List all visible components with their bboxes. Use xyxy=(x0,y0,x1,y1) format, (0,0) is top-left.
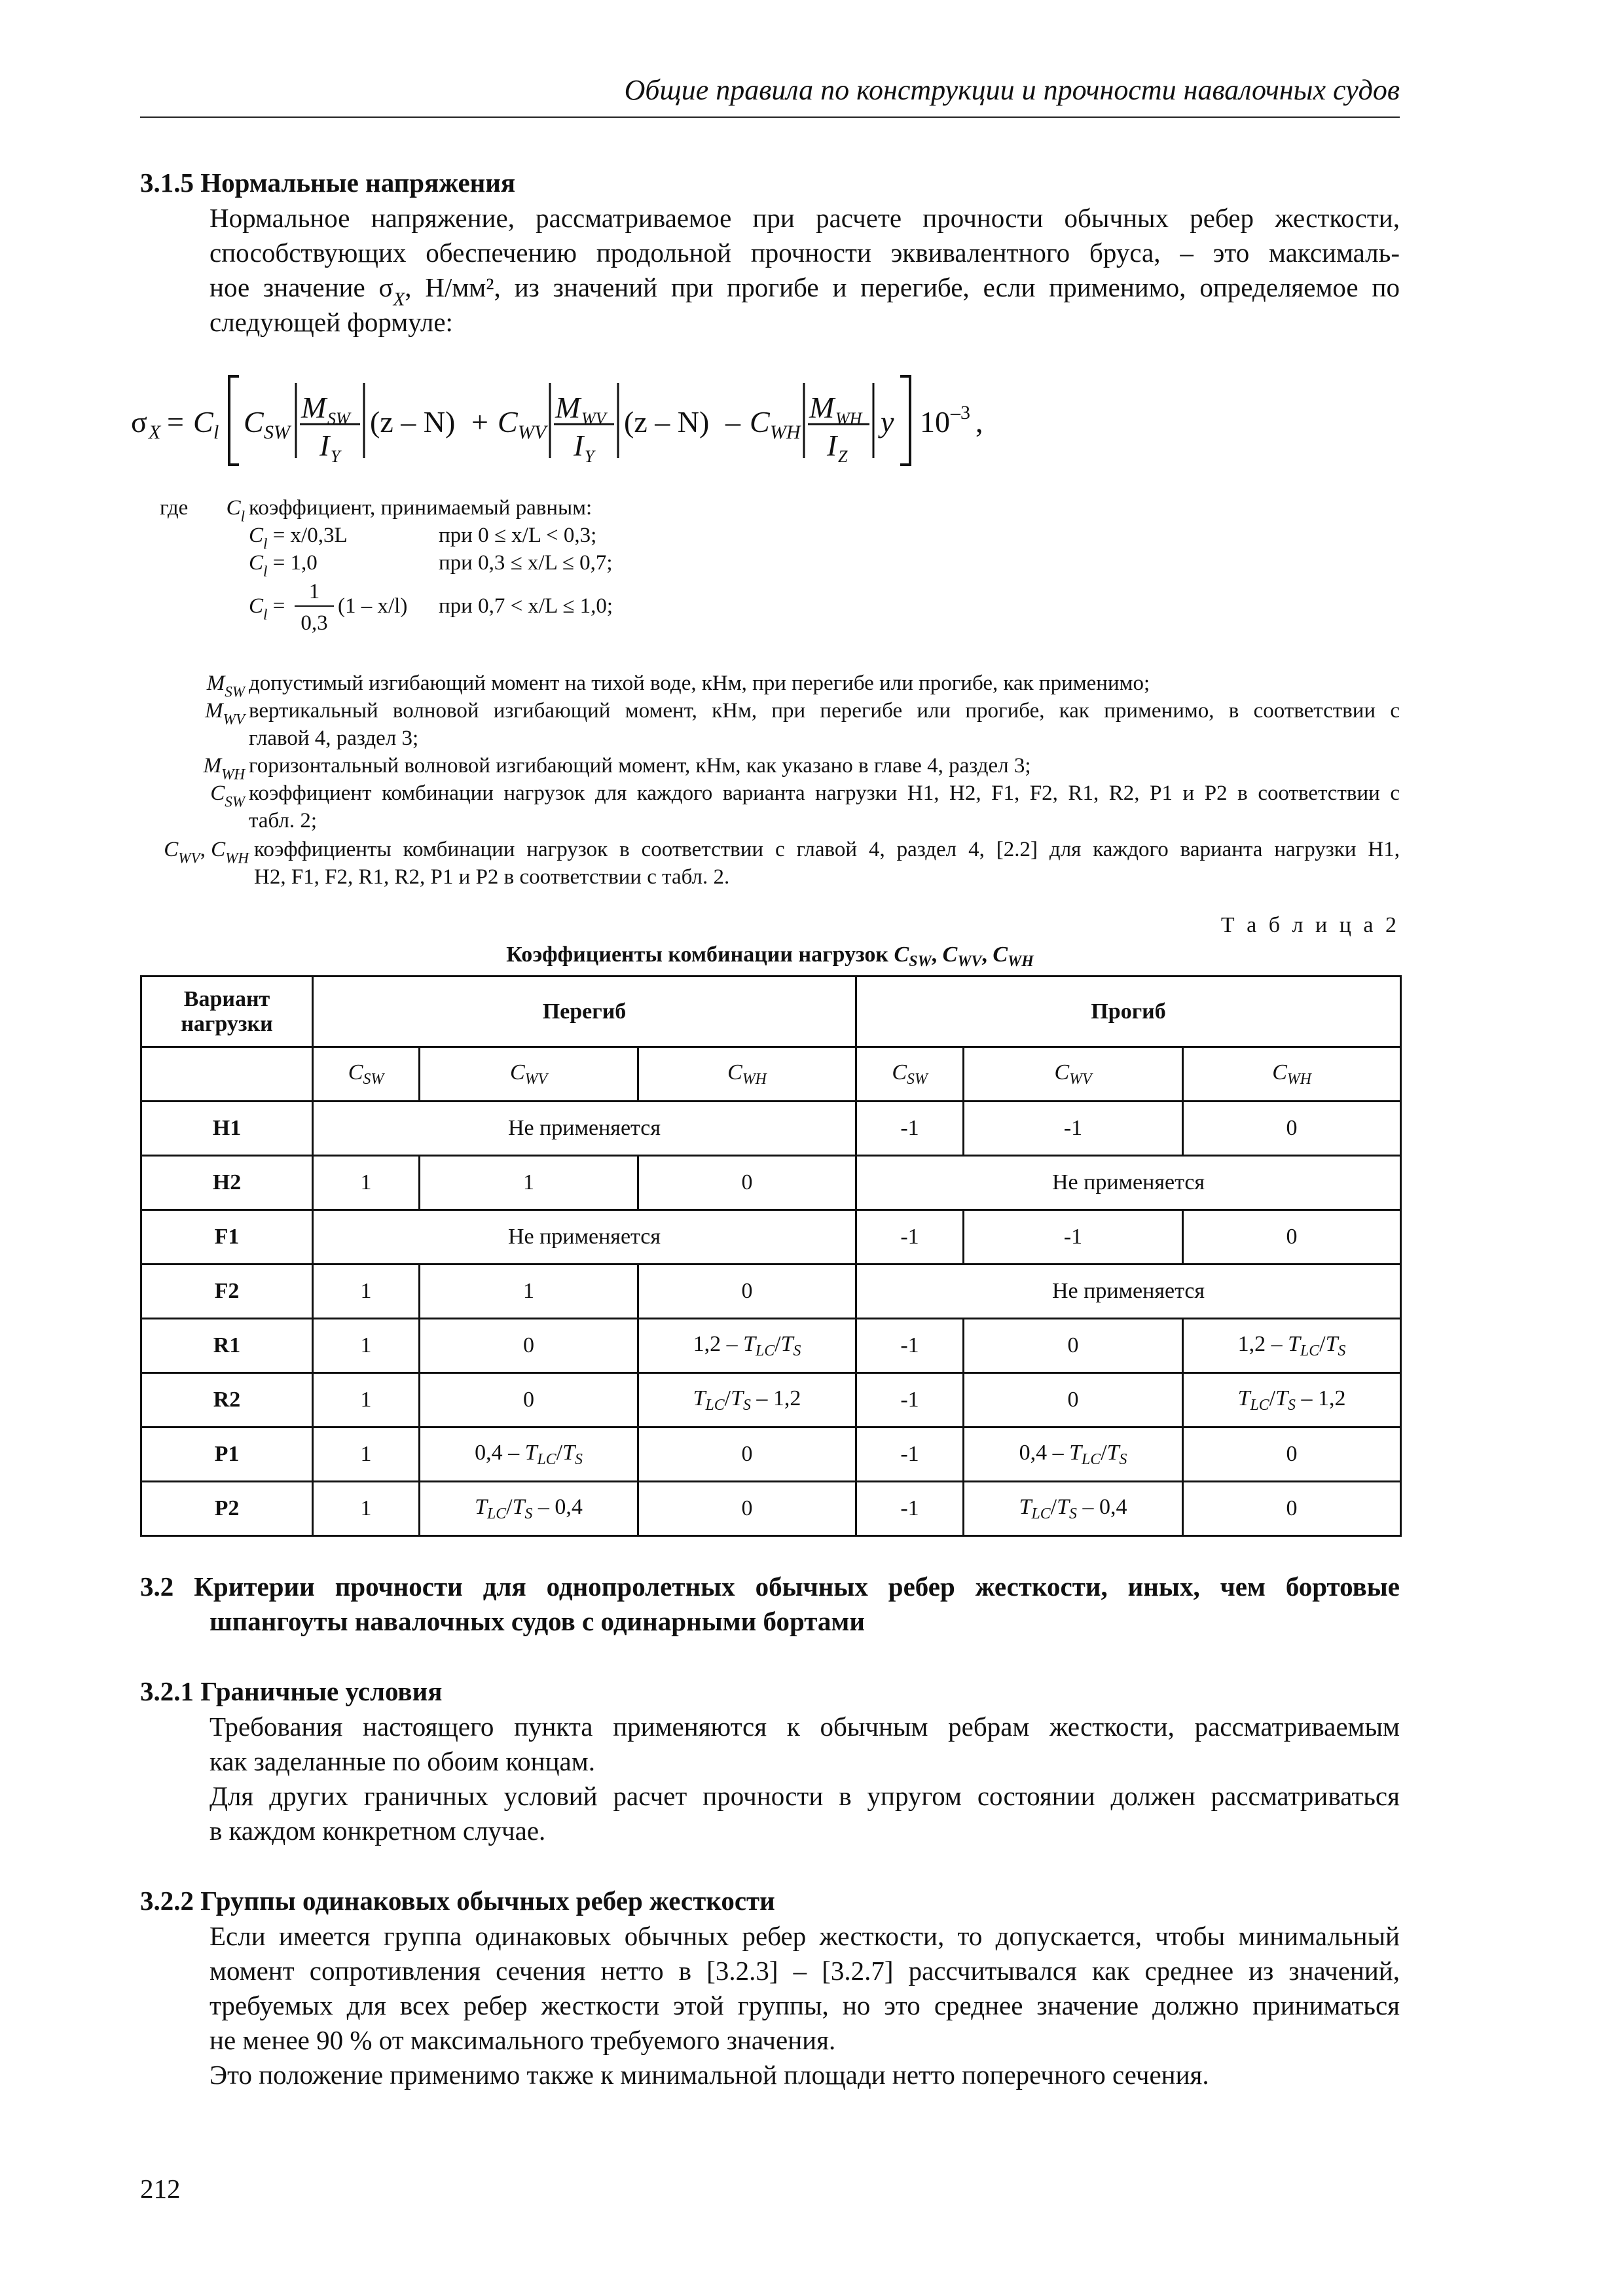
svg-text:=: = xyxy=(167,405,184,439)
section-heading-3-2-1: 3.2.1 Граничные условия xyxy=(140,1676,443,1706)
table-row: F2 1 1 0 Не применяется xyxy=(141,1265,1401,1319)
svg-text:X: X xyxy=(149,422,161,443)
table-label: Т а б л и ц а 2 xyxy=(1220,913,1400,937)
running-head: Общие правила по конструкции и прочности навалочных судов xyxy=(624,74,1400,106)
section-heading-3-1-5: 3.1.5 Нормальные напряжения xyxy=(140,168,516,198)
svg-text:SW: SW xyxy=(264,422,290,443)
svg-text:(z – N): (z – N) xyxy=(624,405,710,439)
table-row: H1 Не применяется -1 -1 0 xyxy=(141,1102,1401,1156)
symbol-mwh: $M_{WH}$ xyxy=(203,754,245,783)
page-number: 212 xyxy=(140,2174,181,2204)
load-combination-table xyxy=(140,975,1402,1537)
header-variant: Вариант нагрузки xyxy=(141,977,313,1047)
svg-text:(z – N): (z – N) xyxy=(370,405,456,439)
svg-text:–: – xyxy=(725,405,740,439)
symbol-cwv-cwh: $C_{WV}$, $C_{WH}$ xyxy=(164,838,249,867)
svg-text:SW: SW xyxy=(327,409,350,428)
col-sag-cwh: $C_{WH}$ xyxy=(1183,1047,1401,1102)
document-page: Общие правила по конструкции и прочности навалочных судов 3.1.5 Нормальные напряжения Нормальное напряжение, рассматриваемое при расчете прочности обычных ребер жесткости, способствующих обеспечению продольной прочности эквивалентного бруса, – это максималь- ное значение $\sigma_X$, Н/мм², из значений при прогибе и перегибе, если применимо, определяемое по следующей формуле: σ X = C l C SW M SW I Y (z – N) + C WV M WV I Y (z – N) – C WH M WH I Z y 10 –3 , где $C_l$ коэффициент, принимаемый равным: $C_l = x/0,3L$ при 0 ≤ x/L < 0,3; $C_l = 1,0$ при 0,3 ≤ x/L ≤ 0,7; $C_l$ = 1 0,3 (1 – x/l) при 0,7 < x/L ≤ 1,0; $M_{SW}$ допустимый изгибающий момент на тихой воде, кНм, при перегибе или прогибе, как применимо; $M_{WV}$ вертикальный волновой изгибающий момент, кНм, при перегибе или прогибе, как применимо, в соответствии с главой 4, раздел 3; $M_{WH}$ горизонтальный волновой изгибающий момент, кНм, как указано в главе 4, раздел 3; $C_{SW}$ коэффициент комбинации нагрузок для каждого варианта нагрузки H1, H2, F1, F2, R1, R2, P1 и P2 в соответствии с табл. 2; $C_{WV}$, $C_{WH}$ коэффициенты комбинации нагрузок в соответствии с главой 4, раздел 4, [2.2] для каждого варианта нагрузки H1, H2, F1, F2, R1, R2, P1 и P2 в соответствии с табл. 2. Т а б л и ц а 2 Коэффициенты комбинации нагрузок $C_{SW}$, $C_{WV}$, $C_{WH}$ Вариант нагрузки Перегиб Прогиб $C_{SW}$ $C_{WV}$ $C_{WH}$ $C_{SW}$ $C_{WV}$ $C_{WH}$ H1 Не применяется -1 -1 0 H2 1 1 0 Не применяется F1 Не применяется -1 -1 0 F2 1 1 0 Не применяется R1 1 0 $1,2 - T_{LC}/T_S$ -1 0 $1,2 - T_{LC}/T_S$ R2 1 0 $T_{LC}/T_S - 1,2$ -1 0 $T_{LC}/T_S - 1,2$ P1 1 $0,4 - T_{LC}/T_S$ 0 -1 $0,4 - T_{LC}/T_S$ 0 P2 1 $T_{LC}/T_S - 0,4$ 0 -1 $T_{LC}/T_S - 0,4$ 0 3.2 Критерии прочности для однопролетных обычных ребер жесткости, иных, чем бортовые шпангоуты навалочных судов с одинарными бортами 3.2.1 Граничные условия Требования настоящего пункта применяются к обычным ребрам жесткости, рассматриваемым как заделанные по обоим концам. Для других граничных условий расчет прочности в упругом состоянии должен рассматриваться в каждом конкретном случае. 3.2.2 Группы одинаковых обычных ребер жесткости Если имеется группа одинаковых обычных ребер жесткости, то допускается, чтобы минимальный момент сопротивления сечения нетто в [3.2.3] – [3.2.7] рассчитывался как среднее из значений, требуемых для всех ребер жесткости этой группы, но это среднее значение должно приниматься не менее 90 % от максимального требуемого значения. Это положение применимо также к минимальной площади нетто поперечного сечения. 212 xyxy=(0,0,1623,2296)
svg-text:C: C xyxy=(244,405,264,439)
svg-text:M: M xyxy=(301,391,327,424)
table-row: F1 Не применяется -1 -1 0 xyxy=(141,1210,1401,1265)
svg-text:WV: WV xyxy=(581,409,606,428)
header-rule xyxy=(140,117,1400,118)
svg-text:C: C xyxy=(193,405,213,439)
svg-text:l: l xyxy=(213,422,219,443)
symbol-csw: $C_{SW}$ xyxy=(210,781,245,810)
svg-text:C: C xyxy=(498,405,518,439)
svg-text:C: C xyxy=(750,405,770,439)
table-title: Коэффициенты комбинации нагрузок $C_{SW}$, $C_{WV}$, $C_{WH}$ xyxy=(506,942,1034,970)
col-hog-csw: $C_{SW}$ xyxy=(313,1047,420,1102)
table-row: H2 1 1 0 Не применяется xyxy=(141,1156,1401,1210)
svg-text:I: I xyxy=(319,429,330,462)
svg-text:WH: WH xyxy=(835,409,862,428)
svg-text:+: + xyxy=(471,405,488,439)
symbol-cl: $C_l$ xyxy=(226,496,245,525)
svg-text:WV: WV xyxy=(518,422,547,443)
svg-text:σ: σ xyxy=(131,405,147,439)
col-sag-csw: $C_{SW}$ xyxy=(856,1047,964,1102)
section-heading-3-2-2: 3.2.2 Группы одинаковых обычных ребер жесткости xyxy=(140,1886,775,1916)
col-hog-cwh: $C_{WH}$ xyxy=(638,1047,856,1102)
table-row: R1 1 0 $1,2 - T_{LC}/T_S$ -1 0 $1,2 - T_{LC}/T_S$ xyxy=(141,1319,1401,1373)
symbol-mwv: $M_{WV}$ xyxy=(205,699,245,728)
svg-text:–3: –3 xyxy=(951,402,970,423)
svg-text:10: 10 xyxy=(920,405,950,439)
svg-text:M: M xyxy=(809,391,835,424)
svg-text:I: I xyxy=(574,429,584,462)
col-sag-cwv: $C_{WV}$ xyxy=(964,1047,1183,1102)
svg-text:M: M xyxy=(555,391,581,424)
header-hogging: Перегиб xyxy=(313,977,856,1047)
svg-text:,: , xyxy=(976,405,983,439)
svg-text:y: y xyxy=(881,405,894,439)
svg-text:Z: Z xyxy=(838,447,848,466)
header-sagging: Прогиб xyxy=(856,977,1401,1047)
col-hog-cwv: $C_{WV}$ xyxy=(420,1047,638,1102)
table-row: R2 1 0 $T_{LC}/T_S - 1,2$ -1 0 $T_{LC}/T_S - 1,2$ xyxy=(141,1373,1401,1427)
table-row: P2 1 $T_{LC}/T_S - 0,4$ 0 -1 $T_{LC}/T_S - 0,4$ 0 xyxy=(141,1482,1401,1536)
svg-text:I: I xyxy=(827,429,837,462)
svg-text:WH: WH xyxy=(770,422,801,443)
normal-stress-formula xyxy=(131,367,1048,478)
svg-text:Y: Y xyxy=(585,447,594,466)
symbol-msw: $M_{SW}$ xyxy=(206,672,245,700)
svg-text:Y: Y xyxy=(331,447,340,466)
table-row: P1 1 $0,4 - T_{LC}/T_S$ 0 -1 $0,4 - T_{LC}/T_S$ 0 xyxy=(141,1427,1401,1482)
